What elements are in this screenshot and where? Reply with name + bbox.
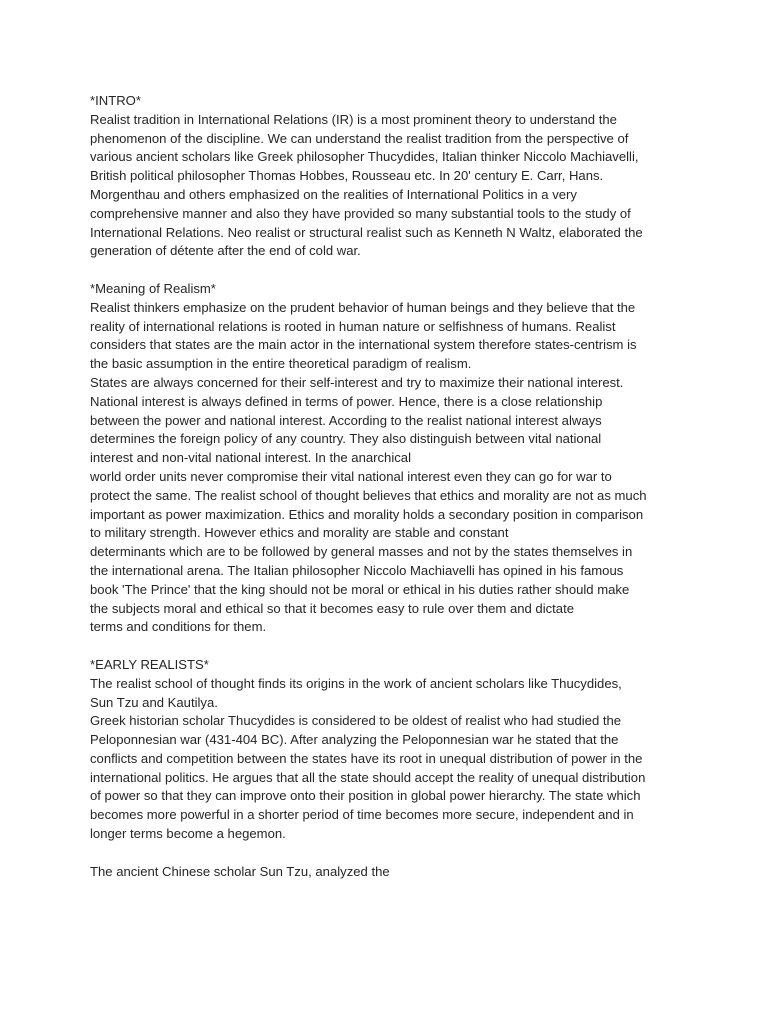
paragraph-line: Morgenthau and others emphasized on the realities of International Politics in a very <box>90 186 577 202</box>
paragraph-line: of power so that they can improve onto their position in global power hierarchy. The state which <box>90 788 641 804</box>
section-heading-early-realists: *EARLY REALISTS* <box>90 656 209 672</box>
paragraph-spacer <box>90 844 686 863</box>
paragraph-line: National interest is always defined in terms of power. Hence, there is a close relationship <box>90 393 603 409</box>
paragraph-line: International Relations. Neo realist or structural realist such as Kenneth N Waltz, elaborated the <box>90 224 643 240</box>
paragraph-line: conflicts and competition between the states have its root in unequal distribution of power in the <box>90 750 643 766</box>
paragraph-line: interest and non-vital national interest. In the anarchical <box>90 450 411 466</box>
paragraph-line: between the power and national interest. According to the realist national interest always <box>90 412 602 428</box>
paragraph-line: longer terms become a hegemon. <box>90 826 286 842</box>
paragraph-line: generation of détente after the end of cold war. <box>90 243 361 259</box>
document-body <box>90 92 686 881</box>
paragraph-spacer <box>90 261 686 280</box>
paragraph-spacer <box>90 637 686 656</box>
paragraph-line: Realist thinkers emphasize on the prudent behavior of human beings and they believe that the <box>90 299 636 315</box>
paragraph-line: various ancient scholars like Greek philosopher Thucydides, Italian thinker Niccolo Machiavelli, <box>90 149 639 165</box>
paragraph-line: world order units never compromise their vital national interest even they can go for war to <box>90 468 612 484</box>
paragraph-line: becomes more powerful in a shorter period of time becomes more secure, independent and in <box>90 807 634 823</box>
paragraph-line: Realist tradition in International Relations (IR) is a most prominent theory to understand the <box>90 111 617 127</box>
paragraph-line: important as power maximization. Ethics and morality holds a secondary position in comparison <box>90 506 644 522</box>
section-heading-meaning-of-realism: *Meaning of Realism* <box>90 280 216 296</box>
paragraph-line: reality of international relations is rooted in human nature or selfishness of humans. Realist <box>90 318 616 334</box>
paragraph-line: international politics. He argues that all the state should accept the reality of unequal distribution <box>90 769 646 785</box>
paragraph-line: comprehensive manner and also they have provided so many substantial tools to the study of <box>90 205 631 221</box>
paragraph-line: Peloponnesian war (431-404 BC). After analyzing the Peloponnesian war he stated that the <box>90 732 619 748</box>
paragraph-line: British political philosopher Thomas Hobbes, Rousseau etc. In 20' century E. Carr, Hans. <box>90 168 604 184</box>
paragraph-line: to military strength. However ethics and morality are stable and constant <box>90 525 509 541</box>
section-heading-intro: *INTRO* <box>90 93 141 108</box>
paragraph-line: States are always concerned for their self-interest and try to maximize their national interest. <box>90 374 624 390</box>
paragraph-line: book 'The Prince' that the king should not be moral or ethical in his duties rather should make <box>90 581 630 597</box>
paragraph-line: terms and conditions for them. <box>90 619 267 635</box>
paragraph-line: determines the foreign policy of any country. They also distinguish between vital national <box>90 431 602 447</box>
paragraph-line: determinants which are to be followed by general masses and not by the states themselves in <box>90 544 633 560</box>
paragraph-line: Sun Tzu and Kautilya. <box>90 694 218 710</box>
paragraph-line: the subjects moral and ethical so that it becomes easy to rule over them and dictate <box>90 600 575 616</box>
paragraph-line: The ancient Chinese scholar Sun Tzu, analyzed the <box>90 863 390 879</box>
paragraph-line: Greek historian scholar Thucydides is considered to be oldest of realist who had studied the <box>90 713 622 729</box>
paragraph-line: phenomenon of the discipline. We can understand the realist tradition from the perspective of <box>90 130 629 146</box>
paragraph-line: The realist school of thought finds its origins in the work of ancient scholars like Thucydides, <box>90 675 622 691</box>
paragraph-line: the basic assumption in the entire theoretical paradigm of realism. <box>90 356 472 372</box>
paragraph-line: protect the same. The realist school of thought believes that ethics and morality are not as much <box>90 487 647 503</box>
paragraph-line: considers that states are the main actor in the international system therefore states-centrism is <box>90 337 637 353</box>
paragraph-line: the international arena. The Italian philosopher Niccolo Machiavelli has opined in his famous <box>90 562 624 578</box>
